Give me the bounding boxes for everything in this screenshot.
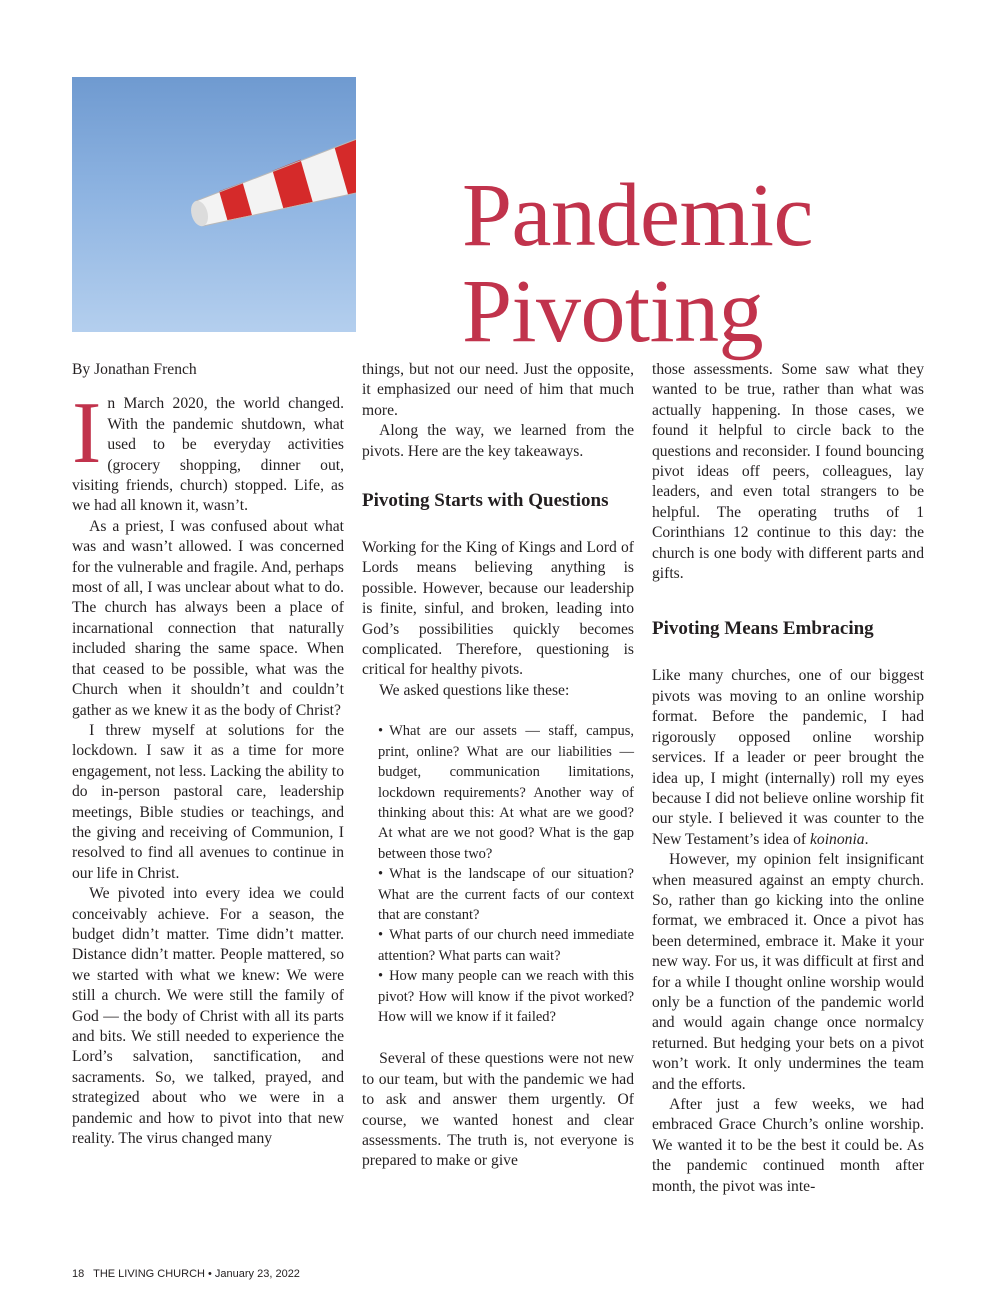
article-title [462, 168, 932, 360]
bullet-icon: • [378, 723, 384, 740]
column-2 [362, 360, 634, 1172]
paragraph: I threw myself at solutions for the lockdown. I saw it as a time for more engagement, not less. Lacking the ability to do in-person pastoral care, leadership meetings, Bible studies or teachings, and the giving and receiving of Communion, I resolved to find all avenues to continue in our life in Christ. [72, 721, 344, 882]
list-item: • What are our assets — staff, campus, print, online? What are our liabilities — budget, communication limitations, lockdown requirements? Another way of thinking about this: At what are we good? At what are we not good? What is the gap between those two? [378, 723, 634, 862]
paragraph: Along the way, we learned from the pivots. Here are the key takeaways. [362, 422, 634, 460]
windsock [184, 134, 356, 239]
bullet-icon: • [378, 866, 384, 883]
title-line-1: Pandemic [462, 166, 813, 266]
page-footer [72, 1268, 300, 1280]
paragraph: We pivoted into every idea we could conceivably achieve. For a season, the budget didn’t matter. Time didn’t matter. Distance didn’t matter. People mattered, so we started with what we knew: We were still a church. We were still the family of God — the body of Christ with all its parts and bits. We still needed to experience the Lord’s salvation, sanctification, and sacraments. So, we talked, prayed, and strategized about who we were in a pandemic and how to pivot into that new reality. The virus changed many [72, 885, 344, 1148]
paragraph: Working for the King of Kings and Lord of Lords means believing anything is possible. However, because our leadership is finite, sinful, and broken, leading into God’s possibilities quickly becomes complicated. Therefore, questioning is critical for healthy pivots. [362, 539, 634, 679]
paragraph: After just a few weeks, we had embraced Grace Church’s online worship. We wanted it to be the best it could be. As the pandemic continued month after month, the pivot was inte- [652, 1096, 924, 1195]
title-line-2: Pivoting [462, 262, 764, 362]
windsock-illustration [72, 77, 356, 332]
bullet-icon: • [378, 927, 384, 944]
koinonia-term: koinonia [810, 830, 865, 848]
byline: By Jonathan French [72, 361, 197, 378]
paragraph: things, but not our need. Just the opposite, it emphasized our need of him that much more. [362, 361, 634, 419]
opening-text: n March 2020, the world changed. With the pandemic shutdown, what used to be everyday activities (grocery shopping, dinner out, visiting friends, church) stopped. Life, as we had all known it, wasn’t. [72, 395, 344, 515]
question-list [362, 721, 634, 1027]
drop-cap: I [72, 385, 102, 483]
section-heading-questions: Pivoting Starts with Questions [362, 490, 609, 512]
paragraph: Like many churches, one of our biggest pivots was moving to an online worship format. Before the pandemic, I had rigorously opposed online worship services. If a leader or peer brought the idea up, I might (internally) roll my eyes because I did not believe online worship fit our style. I believed it was counter to the New Testament’s idea of koinonia. [652, 667, 924, 848]
list-item: • What is the landscape of our situation? What are the current facts of our context that are constant? [378, 866, 634, 923]
paragraph: As a priest, I was confused about what was and wasn’t allowed. I was concerned for the vulnerable and fragile. And, perhaps most of all, I was unclear about what to do. The church has always been a place of incarnational connection that naturally included sharing the same space. When that ceased to be possible, what was the Church when it shouldn’t and couldn’t gather as we knew it as the body of Christ? [72, 517, 344, 719]
list-item: • How many people can we reach with this pivot? How will know if the pivot worked? How will we know if it failed? [378, 968, 634, 1025]
list-item: • What parts of our church need immediate attention? What parts can wait? [378, 927, 634, 964]
column-1 [72, 360, 344, 1149]
bullet-icon: • [378, 968, 384, 985]
opening-paragraph [72, 385, 344, 516]
page-number: 18 [72, 1268, 85, 1280]
column-3 [652, 360, 924, 1197]
paragraph: We asked questions like these: [379, 681, 570, 699]
paragraph: those assessments. Some saw what they wanted to be true, rather than what was actually happening. In those cases, we found it helpful to circle back to the questions and reconsider. I found bouncing pivot ideas off peers, colleagues, lay leaders, and even total strangers to be helpful. The operating truths of 1 Corinthians 12 continue to this day: the church is one body with different parts and gifts. [652, 361, 924, 583]
windsock-photo [72, 77, 356, 332]
publication-info: THE LIVING CHURCH • January 23, 2022 [93, 1268, 300, 1280]
paragraph: Several of these questions were not new to our team, but with the pandemic we had to ask and answer them urgently. Of course, we wanted honest and clear assessments. The truth is, not everyone is prepared to make or give [362, 1050, 634, 1170]
paragraph: However, my opinion felt insignificant when measured against an empty church. So, rather than go kicking into the online format, we embraced it. Once a pivot has been determined, embrace it. Make it your new way. For us, it was difficult at first and for a while I thought online worship would only be a function of the pandemic world and would again change once normalcy returned. But hedging your bets on a pivot won’t work. It only undermines the team and the efforts. [652, 851, 924, 1093]
section-heading-embracing: Pivoting Means Embracing [652, 618, 874, 640]
